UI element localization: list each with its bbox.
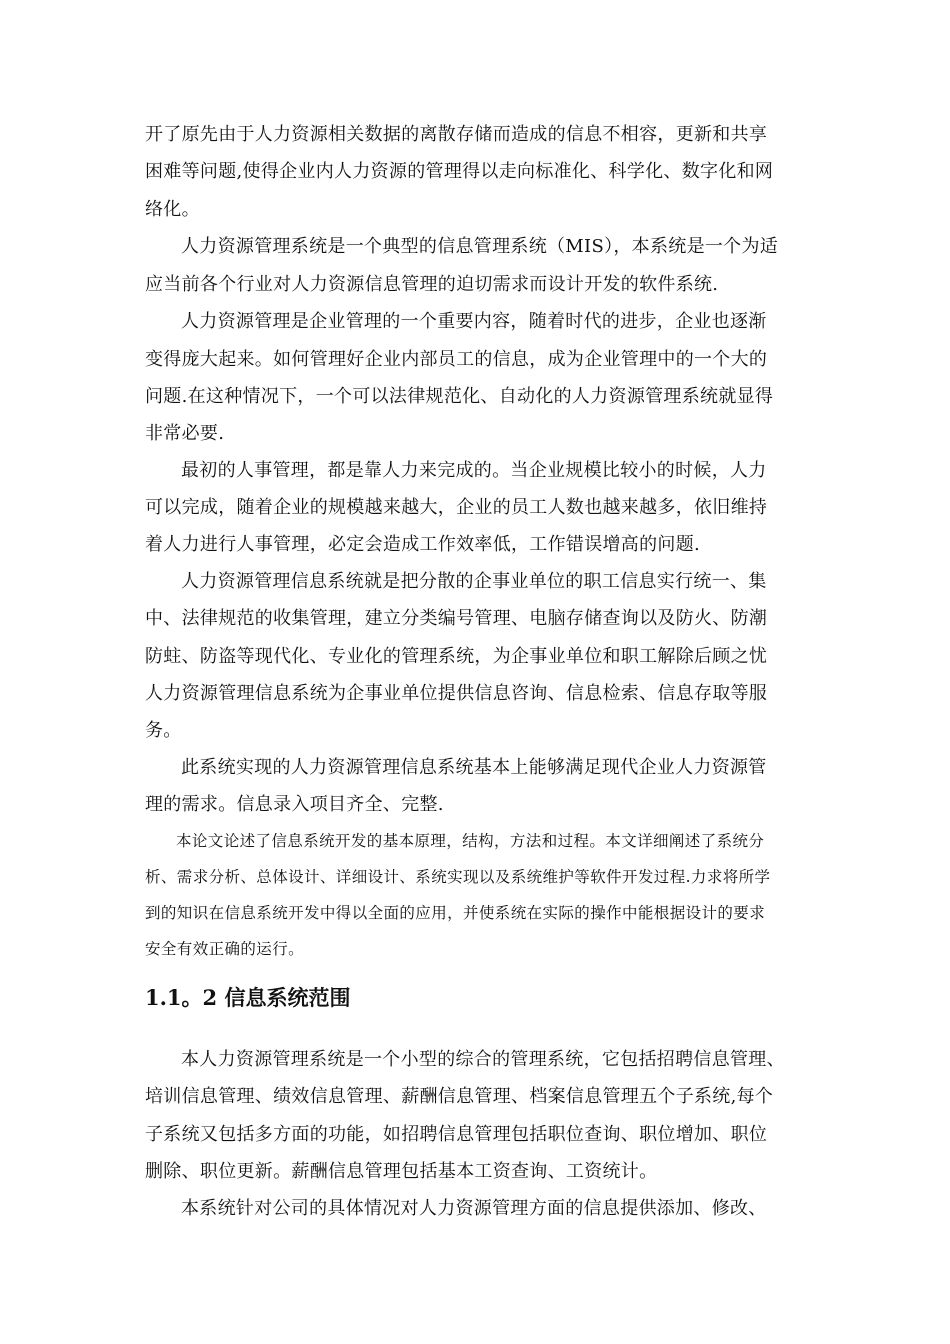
- section-paragraph-2-line-1: 本系统针对公司的具体情况对人力资源管理方面的信息提供添加、修改、: [181, 1198, 767, 1219]
- paragraph-7-line-3: 到的知识在信息系统开发中得以全面的应用，并使系统在实际的操作中能根据设计的要求: [145, 904, 766, 922]
- paragraph-2-line-2: 应当前各个行业对人力资源信息管理的迫切需求而设计开发的软件系统.: [145, 274, 719, 295]
- paragraph-7-line-2: 析、需求分析、总体设计、详细设计、系统实现以及系统维护等软件开发过程.力求将所学: [145, 868, 771, 886]
- paragraph-4-line-2: 可以完成，随着企业的规模越来越大，企业的员工人数也越来越多，依旧维持: [145, 497, 768, 518]
- section-paragraph-1-line-3: 子系统又包括多方面的功能，如招聘信息管理包括职位查询、职位增加、职位: [145, 1124, 768, 1145]
- paragraph-3-line-3: 问题.在这种情况下，一个可以法律规范化、自动化的人力资源管理系统就显得: [145, 386, 774, 407]
- paragraph-5-line-2: 中、法律规范的收集管理，建立分类编号管理、电脑存储查询以及防火、防潮: [145, 608, 768, 629]
- paragraph-1-line-2: 困难等问题,使得企业内人力资源的管理得以走向标准化、科学化、数字化和网: [145, 161, 774, 182]
- section-paragraph-1-line-2: 培训信息管理、绩效信息管理、薪酬信息管理、档案信息管理五个子系统,每个: [145, 1086, 774, 1107]
- paragraph-2-line-1: 人力资源管理系统是一个典型的信息管理系统（MIS），本系统是一个为适: [181, 236, 779, 257]
- paragraph-5-line-1: 人力资源管理信息系统就是把分散的企事业单位的职工信息实行统一、集: [181, 571, 767, 592]
- paragraph-5-line-3: 防蛀、防盗等现代化、专业化的管理系统，为企事业单位和职工解除后顾之忧: [145, 646, 768, 667]
- paragraph-3-line-1: 人力资源管理是企业管理的一个重要内容，随着时代的进步，企业也逐渐: [181, 311, 767, 332]
- paragraph-6-line-1: 此系统实现的人力资源管理信息系统基本上能够满足现代企业人力资源管: [181, 757, 767, 778]
- paragraph-4-line-1: 最初的人事管理，都是靠人力来完成的。当企业规模比较小的时候，人力: [181, 460, 767, 481]
- paragraph-7-line-1: 本论文论述了信息系统开发的基本原理，结构，方法和过程。本文详细阐述了系统分: [176, 832, 765, 850]
- paragraph-6-line-2: 理的需求。信息录入项目齐全、完整.: [145, 794, 444, 815]
- paragraph-5-line-5: 务。: [145, 720, 182, 741]
- paragraph-5-line-4: 人力资源管理信息系统为企事业单位提供信息咨询、信息检索、信息存取等服: [145, 683, 768, 704]
- paragraph-1-line-3: 络化。: [145, 199, 200, 220]
- section-paragraph-1-line-4: 删除、职位更新。薪酬信息管理包括基本工资查询、工资统计。: [145, 1161, 658, 1182]
- paragraph-3-line-2: 变得庞大起来。如何管理好企业内部员工的信息，成为企业管理中的一个大的: [145, 349, 768, 370]
- paragraph-3-line-4: 非常必要.: [145, 423, 225, 444]
- section-paragraph-1-line-1: 本人力资源管理系统是一个小型的综合的管理系统，它包括招聘信息管理、: [181, 1049, 785, 1070]
- paragraph-1-line-1: 开了原先由于人力资源相关数据的离散存储而造成的信息不相容，更新和共享: [145, 124, 768, 145]
- section-heading: 1.1。2 信息系统范围: [145, 985, 351, 1010]
- paragraph-4-line-3: 着人力进行人事管理，必定会造成工作效率低，工作错误增高的问题.: [145, 534, 701, 555]
- paragraph-7-line-4: 安全有效正确的运行。: [145, 940, 305, 958]
